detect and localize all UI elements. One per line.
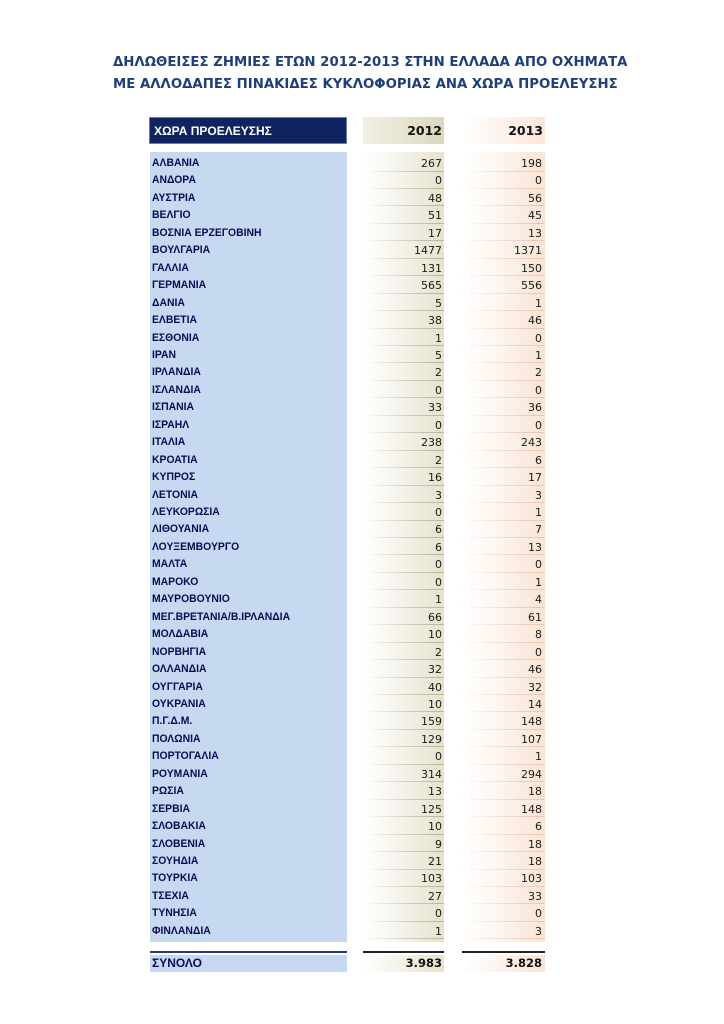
- table-row: [150, 433, 545, 451]
- table-row: [150, 329, 545, 347]
- table-row: [150, 363, 545, 381]
- total-2013-value: 3.828: [505, 956, 542, 970]
- country-name: ΜΑΛΤΑ: [152, 558, 188, 571]
- header-country: ΧΩΡΑ ΠΡΟΕΛΕΥΣΗΣ: [149, 117, 347, 144]
- value-2012: 0: [435, 383, 442, 397]
- value-2013: 0: [535, 418, 542, 432]
- table-row: [150, 660, 545, 678]
- country-name: ΟΛΛΑΝΔΙΑ: [152, 663, 207, 676]
- table-row: [150, 922, 545, 940]
- table-row: [150, 573, 545, 591]
- value-2012: 0: [435, 750, 442, 764]
- value-2013: 61: [528, 610, 542, 624]
- country-name: ΡΩΣΙΑ: [152, 785, 184, 798]
- value-2012: 66: [428, 610, 442, 624]
- value-2013: 45: [528, 209, 542, 223]
- country-name: ΜΑΡΟΚΟ: [152, 575, 199, 588]
- table-row: [150, 206, 545, 224]
- table-row: [150, 294, 545, 312]
- value-2012: 2: [435, 453, 442, 467]
- table-row: [150, 869, 545, 887]
- country-name: ΛΙΘΟΥΑΝΙΑ: [152, 523, 210, 536]
- value-2012: 0: [435, 174, 442, 188]
- table-row: [150, 520, 545, 538]
- value-2013: 18: [528, 785, 542, 799]
- header-2013: 2013: [462, 117, 545, 144]
- table-row: [150, 765, 545, 783]
- value-2012: 6: [435, 540, 442, 554]
- country-name: ΜΕΓ.ΒΡΕΤΑΝΙΑ/Β.ΙΡΛΑΝΔΙΑ: [152, 610, 291, 623]
- table-row: [150, 800, 545, 818]
- table-row: [150, 381, 545, 399]
- value-2013: 294: [521, 767, 542, 781]
- table-row: [150, 503, 545, 521]
- table-row: [150, 590, 545, 608]
- value-2012: 159: [421, 715, 442, 729]
- country-name: ΤΥΝΗΣΙΑ: [152, 907, 197, 920]
- value-2013: 1: [535, 296, 542, 310]
- value-2013: 0: [535, 645, 542, 659]
- value-2012: 10: [428, 628, 442, 642]
- total-rule-2013: [462, 951, 545, 953]
- country-name: ΙΣΠΑΝΙΑ: [152, 401, 195, 414]
- value-2012: 33: [428, 401, 442, 415]
- table-row: [150, 224, 545, 242]
- country-name: ΣΟΥΗΔΙΑ: [152, 855, 199, 867]
- country-name: ΜΟΛΔΑΒΙΑ: [152, 628, 209, 641]
- country-name: ΒΟΣΝΙΑ ΕΡΖΕΓΟΒΙΝΗ: [152, 226, 262, 239]
- value-2012: 103: [421, 872, 442, 886]
- value-2013: 148: [521, 715, 542, 729]
- table-row: [150, 276, 545, 294]
- table-row: [150, 887, 545, 905]
- value-2012: 16: [428, 471, 442, 485]
- value-2013: 6: [535, 453, 542, 467]
- country-name: ΕΣΘΟΝΙΑ: [152, 331, 200, 344]
- country-name: ΚΥΠΡΟΣ: [152, 471, 196, 484]
- value-2012: 1: [435, 593, 442, 607]
- value-2012: 9: [435, 837, 442, 851]
- table-row: [150, 416, 545, 434]
- title-line-2: ΜΕ ΑΛΛΟΔΑΠΕΣ ΠΙΝΑΚΙΔΕΣ ΚΥΚΛΟΦΟΡΙΑΣ ΑΝΑ ΧΩΡΑ ΠΡΟΕΛΕΥΣΗΣ: [113, 77, 618, 92]
- value-2013: 3: [535, 924, 542, 938]
- value-2013: 56: [528, 191, 542, 205]
- value-2012: 565: [421, 279, 442, 293]
- value-2012: 0: [435, 575, 442, 589]
- value-2013: 46: [528, 314, 542, 328]
- table-row: [150, 747, 545, 765]
- document-title: [113, 52, 673, 96]
- table-row: [150, 835, 545, 853]
- country-name: ΑΛΒΑΝΙΑ: [152, 157, 200, 169]
- country-name: ΙΡΑΝ: [152, 348, 177, 361]
- value-2013: 18: [528, 855, 542, 868]
- country-name: ΣΕΡΒΙΑ: [152, 802, 191, 815]
- value-2012: 0: [435, 418, 442, 432]
- country-name: ΠΟΡΤΟΓΑΛΙΑ: [152, 750, 219, 763]
- country-name: ΣΛΟΒΕΝΙΑ: [152, 837, 206, 850]
- country-name: Π.Γ.Δ.Μ.: [152, 715, 193, 728]
- value-2013: 0: [535, 174, 542, 188]
- value-2012: 2: [435, 366, 442, 380]
- table-row: [150, 730, 545, 748]
- country-name: ΓΕΡΜΑΝΙΑ: [152, 279, 207, 292]
- table-row: [150, 241, 545, 259]
- country-name: ΕΛΒΕΤΙΑ: [152, 314, 198, 327]
- value-2012: 6: [435, 523, 442, 537]
- table-row: [150, 782, 545, 800]
- country-name: ΡΟΥΜΑΝΙΑ: [152, 767, 208, 780]
- country-name: ΣΛΟΒΑΚΙΑ: [152, 820, 206, 833]
- value-2013: 0: [535, 383, 542, 397]
- table-row: [150, 189, 545, 207]
- value-2013: 13: [528, 226, 542, 240]
- value-2012: 131: [421, 261, 442, 275]
- value-2013: 14: [528, 697, 542, 711]
- value-2012: 51: [428, 209, 442, 223]
- value-2012: 1: [435, 331, 442, 345]
- value-2012: 21: [428, 855, 442, 868]
- value-2012: 5: [435, 348, 442, 362]
- value-2013: 13: [528, 540, 542, 554]
- country-name: ΑΥΣΤΡΙΑ: [152, 191, 196, 204]
- value-2012: 48: [428, 191, 442, 205]
- value-2012: 0: [435, 506, 442, 519]
- country-name: ΙΤΑΛΙΑ: [152, 436, 186, 449]
- total-label: ΣΥΝΟΛΟ: [152, 956, 202, 970]
- table-row: [150, 171, 545, 189]
- value-2013: 150: [521, 261, 542, 275]
- country-name: ΛΟΥΞΕΜΒΟΥΡΓΟ: [152, 540, 240, 553]
- value-2012: 40: [428, 680, 442, 694]
- value-2013: 1: [535, 506, 542, 519]
- value-2013: 3: [535, 488, 542, 502]
- table-row: [150, 695, 545, 713]
- value-2013: 1: [535, 575, 542, 589]
- country-name: ΙΣΡΑΗΛ: [152, 418, 190, 431]
- table-row: [150, 486, 545, 504]
- table-row: [150, 555, 545, 573]
- country-name: ΠΟΛΩΝΙΑ: [152, 732, 201, 745]
- country-name: ΒΟΥΛΓΑΡΙΑ: [152, 244, 211, 257]
- table-row: [150, 852, 545, 870]
- country-name: ΝΟΡΒΗΓΙΑ: [152, 645, 207, 658]
- value-2012: 238: [421, 436, 442, 450]
- value-2012: 267: [421, 157, 442, 170]
- country-name: ΦΙΝΛΑΝΔΙΑ: [152, 924, 211, 937]
- value-2012: 2: [435, 645, 442, 659]
- value-2013: 8: [535, 628, 542, 642]
- table-row: [150, 468, 545, 486]
- value-2012: 3: [435, 488, 442, 502]
- value-2013: 1: [535, 348, 542, 362]
- table-row: [150, 346, 545, 364]
- value-2012: 0: [435, 907, 442, 921]
- value-2013: 1371: [514, 244, 542, 258]
- value-2012: 13: [428, 785, 442, 799]
- value-2012: 10: [428, 820, 442, 834]
- value-2012: 129: [421, 732, 442, 746]
- value-2013: 0: [535, 907, 542, 921]
- value-2013: 198: [521, 157, 542, 170]
- total-rule-country: [150, 951, 347, 953]
- value-2012: 32: [428, 663, 442, 677]
- total-2012-value: 3.983: [405, 956, 442, 970]
- total-rule-2012: [363, 951, 444, 953]
- value-2013: 33: [528, 889, 542, 903]
- table-row: [150, 678, 545, 696]
- value-2013: 556: [521, 279, 542, 293]
- table-row: [150, 625, 545, 643]
- table-row: [150, 904, 545, 922]
- value-2013: 103: [521, 872, 542, 886]
- value-2012: 38: [428, 314, 442, 328]
- table-row: [150, 259, 545, 277]
- country-name: ΙΡΛΑΝΔΙΑ: [152, 366, 201, 379]
- table-row: [150, 311, 545, 329]
- country-name: ΤΟΥΡΚΙΑ: [152, 872, 198, 885]
- country-name: ΚΡΟΑΤΙΑ: [152, 453, 198, 466]
- value-2013: 148: [521, 802, 542, 816]
- value-2012: 1: [435, 924, 442, 938]
- table-row: [150, 643, 545, 661]
- country-name: ΛΕΥΚΟΡΩΣΙΑ: [152, 506, 220, 518]
- value-2013: 107: [521, 732, 542, 746]
- value-2012: 27: [428, 889, 442, 903]
- value-2013: 2: [535, 366, 542, 380]
- country-name: ΟΥΚΡΑΝΙΑ: [152, 697, 206, 710]
- header-2012: 2012: [363, 117, 444, 144]
- country-name: ΒΕΛΓΙΟ: [152, 209, 191, 222]
- country-name: ΟΥΓΓΑΡΙΑ: [152, 680, 203, 693]
- value-2013: 46: [528, 663, 542, 677]
- title-line-1: ΔΗΛΩΘΕΙΣΕΣ ΖΗΜΙΕΣ ΕΤΩΝ 2012-2013 ΣΤΗΝ ΕΛΛΑΔΑ ΑΠΟ ΟΧΗΜΑΤΑ: [113, 55, 628, 70]
- value-2013: 7: [535, 523, 542, 537]
- country-name: ΓΑΛΛΙΑ: [152, 261, 189, 274]
- value-2013: 1: [535, 750, 542, 764]
- country-name: ΛΕΤΟΝΙΑ: [152, 488, 199, 501]
- table-row: [150, 817, 545, 835]
- value-2013: 17: [528, 471, 542, 485]
- value-2012: 5: [435, 296, 442, 310]
- country-name: ΤΣΕΧΙΑ: [152, 889, 189, 902]
- value-2012: 314: [421, 767, 442, 781]
- table-row: [150, 712, 545, 730]
- country-name: ΜΑΥΡΟΒΟΥΝΙΟ: [152, 593, 230, 606]
- country-name: ΑΝΔΟΡΑ: [152, 174, 196, 187]
- value-2012: 0: [435, 558, 442, 572]
- value-2012: 17: [428, 226, 442, 240]
- value-2013: 6: [535, 820, 542, 834]
- value-2013: 4: [535, 593, 542, 607]
- value-2012: 1477: [414, 244, 442, 258]
- value-2013: 243: [521, 436, 542, 450]
- value-2012: 125: [421, 802, 442, 816]
- country-name: ΔΑΝΙΑ: [152, 296, 185, 309]
- value-2013: 32: [528, 680, 542, 694]
- table-row: [150, 608, 545, 626]
- table-row: [150, 398, 545, 416]
- value-2013: 0: [535, 558, 542, 572]
- table-row: [150, 154, 545, 172]
- value-2013: 0: [535, 331, 542, 345]
- country-name: ΙΣΛΑΝΔΙΑ: [152, 383, 201, 396]
- table-row: [150, 538, 545, 556]
- value-2012: 10: [428, 697, 442, 711]
- value-2013: 36: [528, 401, 542, 415]
- value-2013: 18: [528, 837, 542, 851]
- table-row: [150, 451, 545, 469]
